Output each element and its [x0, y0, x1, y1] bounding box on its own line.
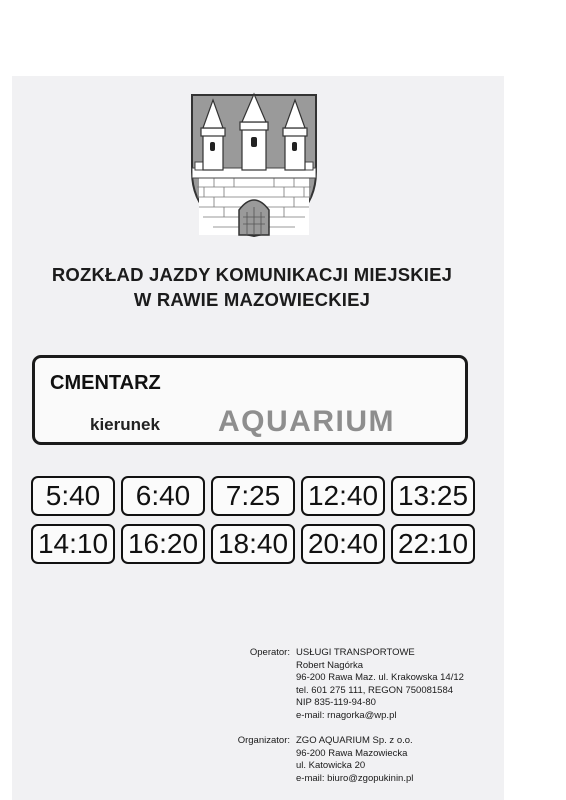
- operator-email: e-mail: rnagorka@wp.pl: [296, 709, 397, 721]
- departure-time: 16:20: [121, 524, 205, 564]
- departure-time: 14:10: [31, 524, 115, 564]
- departure-time: 12:40: [301, 476, 385, 516]
- departure-time: 20:40: [301, 524, 385, 564]
- departure-time: 6:40: [121, 476, 205, 516]
- departure-time: 22:10: [391, 524, 475, 564]
- organizer-line: ZGO AQUARIUM Sp. z o.o.: [296, 735, 413, 746]
- departure-time: 13:25: [391, 476, 475, 516]
- coat-of-arms-logo: [189, 92, 319, 238]
- departure-time: 5:40: [31, 476, 115, 516]
- stop-name: CMENTARZ: [50, 372, 161, 394]
- operator-line: USŁUGI TRANSPORTOWE: [296, 647, 415, 658]
- departure-time: 18:40: [211, 524, 295, 564]
- organizer-email: e-mail: biuro@zgopukinin.pl: [296, 772, 414, 784]
- organizer-label: Organizator:: [237, 735, 290, 746]
- operator-details: [296, 647, 464, 722]
- timetable-title-line2: W RAWIE MAZOWIECKIEJ: [133, 289, 371, 310]
- operator-line: NIP 835-119-94-80: [296, 697, 376, 708]
- operator-label: Operator:: [249, 647, 290, 658]
- direction-label: kierunek: [90, 415, 160, 434]
- timetable-title-line1: ROZKŁAD JAZDY KOMUNIKACJI MIEJSKIEJ: [51, 264, 453, 285]
- organizer-line: 96-200 Rawa Mazowiecka: [296, 747, 408, 759]
- stop-panel: [32, 355, 468, 445]
- organizer-line: ul. Katowicka 20: [296, 760, 366, 771]
- operator-line: 96-200 Rawa Maz. ul. Krakowska 14/12: [296, 672, 464, 683]
- operator-line: Robert Nagórka: [296, 659, 364, 671]
- operator-line: tel. 601 275 111, REGON 750081584: [296, 684, 454, 696]
- departure-time: 7:25: [211, 476, 295, 516]
- departure-times-grid: [31, 476, 477, 564]
- organizer-details: [296, 735, 413, 785]
- direction-value: AQUARIUM: [218, 405, 395, 438]
